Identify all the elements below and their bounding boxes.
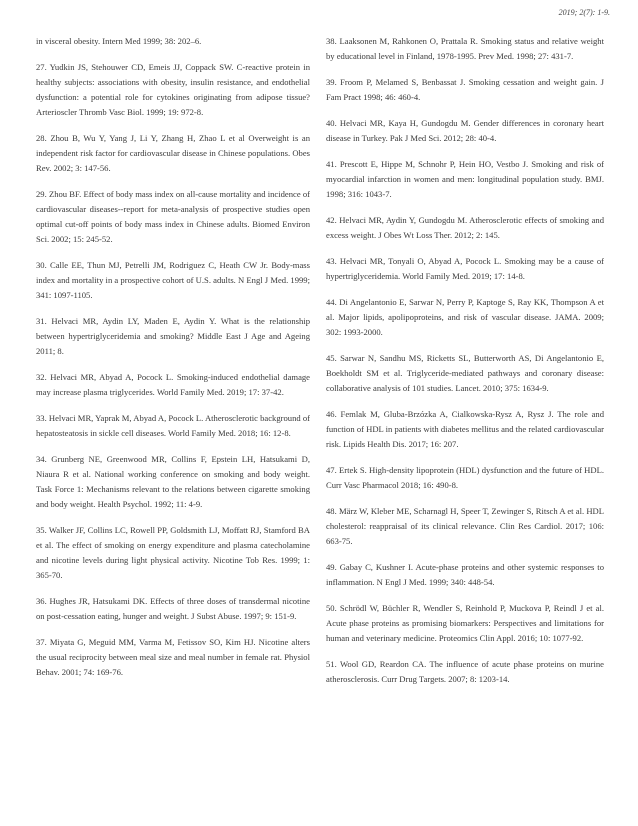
reference-item: 28. Zhou B, Wu Y, Yang J, Li Y, Zhang H, Zhao L et al Overweight is an independent risk factor for cardiovascular disease in Chinese populations. Obes Rev. 2002; 3: 147-56.	[36, 133, 310, 173]
journal-citation-header: 2019; 2(7): 1-9.	[558, 8, 610, 17]
reference-item: 33. Helvaci MR, Yaprak M, Abyad A, Pocock L. Atherosclerotic background of hepatosteatosis in sickle cell diseases. World Family Med. 2018; 16: 12-8.	[36, 413, 310, 438]
reference-item: 29. Zhou BF. Effect of body mass index on all-cause mortality and incidence of cardiovascular diseases--report for meta-analysis of prospective studies open optimal cut-off points of body mass index in Chinese adults. Biomed Environ Sci. 2002; 15: 245-52.	[36, 189, 310, 244]
reference-item: 32. Helvaci MR, Abyad A, Pocock L. Smoking-induced endothelial damage may increase plasma triglycerides. World Family Med. 2019; 17: 37-42.	[36, 372, 310, 397]
reference-item: 43. Helvaci MR, Tonyali O, Abyad A, Pocock L. Smoking may be a cause of hypertriglyceridemia. World Family Med. 2019; 17: 14-8.	[326, 256, 604, 281]
reference-item: 34. Grunberg NE, Greenwood MR, Collins F, Epstein LH, Hatsukami D, Niaura R et al. National working conference on smoking and body weight. Task Force 1: Mechanisms relevant to the relations between cigarette smoking and body weight. Health Psychol. 1992; 11: 4-9.	[36, 454, 310, 509]
reference-item: 44. Di Angelantonio E, Sarwar N, Perry P, Kaptoge S, Ray KK, Thompson A et al. Major lipids, apolipoproteins, and risk of vascular disease. JAMA. 2009; 302: 1993-2000.	[326, 297, 604, 337]
reference-item: 48. März W, Kleber ME, Scharnagl H, Speer T, Zewinger S, Ritsch A et al. HDL cholesterol: reappraisal of its clinical relevance. Clin Res Cardiol. 2017; 106: 663-75.	[326, 506, 604, 546]
reference-item: in visceral obesity. Intern Med 1999; 38: 202–6.	[36, 36, 202, 46]
reference-item: 45. Sarwar N, Sandhu MS, Ricketts SL, Butterworth AS, Di Angelantonio E, Boekholdt SM et al. Triglyceride-mediated pathways and coronary disease: collaborative analysis of 101 studies. Lancet. 2010; 375: 1634-9.	[326, 353, 604, 393]
reference-item: 47. Ertek S. High-density lipoprotein (HDL) dysfunction and the future of HDL. Curr Vasc Pharmacol 2018; 16: 490-8.	[326, 465, 604, 490]
reference-item: 42. Helvaci MR, Aydin Y, Gundogdu M. Atherosclerotic effects of smoking and excess weight. J Obes Wt Loss Ther. 2012; 2: 145.	[326, 215, 604, 240]
reference-item: 41. Prescott E, Hippe M, Schnohr P, Hein HO, Vestbo J. Smoking and risk of myocardial infarction in women and men: longitudinal population study. BMJ. 1998; 316: 1043-7.	[326, 159, 604, 199]
reference-item: 49. Gabay C, Kushner I. Acute-phase proteins and other systemic responses to inflammation. N Engl J Med. 1999; 340: 448-54.	[326, 562, 604, 587]
reference-item: 35. Walker JF, Collins LC, Rowell PP, Goldsmith LJ, Moffatt RJ, Stamford BA et al. The effect of smoking on energy expenditure and plasma catecholamine and nicotine levels during light physical activity. Nicotine Tob Res. 1999; 1: 365-70.	[36, 525, 310, 580]
reference-item: 31. Helvaci MR, Aydin LY, Maden E, Aydin Y. What is the relationship between hypertriglyceridemia and smoking? Middle East J Age and Ageing 2011; 8.	[36, 316, 310, 356]
reference-item: 30. Calle EE, Thun MJ, Petrelli JM, Rodriguez C, Heath CW Jr. Body-mass index and mortality in a prospective cohort of U.S. adults. N Engl J Med. 1999; 341: 1097-1105.	[36, 260, 310, 300]
reference-item: 50. Schrödl W, Büchler R, Wendler S, Reinhold P, Muckova P, Reindl J et al. Acute phase proteins as promising biomarkers: Perspectives and limitations for human and veterinary medicine. Proteomics Clin Appl. 2016; 10: 1077-92.	[326, 603, 604, 643]
reference-item: 38. Laaksonen M, Rahkonen O, Prattala R. Smoking status and relative weight by educational level in Finland, 1978-1995. Prev Med. 1998; 27: 431-7.	[326, 36, 604, 61]
reference-item: 51. Wool GD, Reardon CA. The influence of acute phase proteins on murine atherosclerosis. Curr Drug Targets. 2007; 8: 1203-14.	[326, 659, 604, 684]
reference-item: 36. Hughes JR, Hatsukami DK. Effects of three doses of transdermal nicotine on post-cessation eating, hunger and weight. J Subst Abuse. 1997; 9: 151-9.	[36, 596, 310, 621]
references-column-right	[326, 34, 604, 698]
references-column-left	[36, 34, 310, 691]
reference-item: 40. Helvaci MR, Kaya H, Gundogdu M. Gender differences in coronary heart disease in Turkey. Pak J Med Sci. 2012; 28: 40-4.	[326, 118, 604, 143]
reference-item: 46. Femlak M, Gluba-Brzózka A, Cialkowska-Rysz A, Rysz J. The role and function of HDL in patients with diabetes mellitus and the related cardiovascular risk. Lipids Health Dis. 2017; 16: 207.	[326, 409, 604, 449]
reference-item: 27. Yudkin JS, Stehouwer CD, Emeis JJ, Coppack SW. C-reactive protein in healthy subjects: associations with obesity, insulin resistance, and endothelial dysfunction: a potential role for cytokines originating from adipose tissue? Arterioscler Thromb Vasc Biol. 1999; 19: 972-8.	[36, 62, 310, 117]
reference-item: 37. Miyata G, Meguid MM, Varma M, Fetissov SO, Kim HJ. Nicotine alters the usual reciprocity between meal size and meal number in female rat. Physiol Behav. 2001; 74: 169-76.	[36, 637, 310, 677]
reference-item: 39. Froom P, Melamed S, Benbassat J. Smoking cessation and weight gain. J Fam Pract 1998; 46: 460-4.	[326, 77, 604, 102]
